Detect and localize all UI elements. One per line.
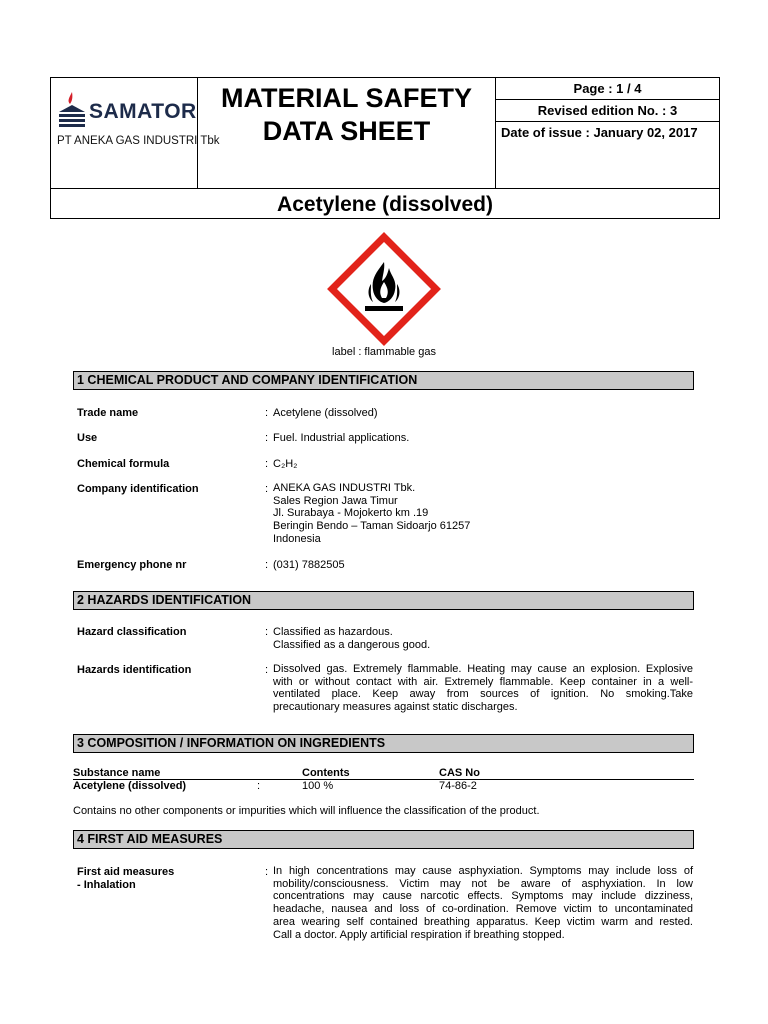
colon: :	[265, 664, 269, 676]
logo-name: SAMATOR	[89, 100, 197, 123]
table-row-substance: Acetylene (dissolved)	[73, 780, 187, 792]
page-number: Page : 1 / 4	[573, 81, 642, 96]
classification-label: Hazard classification	[77, 626, 187, 638]
document-header	[50, 77, 720, 219]
inhalation-value: In high concentrations may cause asphyxiation. Symptoms may include loss of mobility/consciousness. Victim may not be aware of asphyxiation. In low concentrations may cause narcotic effects. Symptoms may include dizziness, headache, nausea and loss of co-ordination. Remove victim to uncontaminated area wearing self contained breathing apparatus. Keep victim warm and rested. Call a doctor. Apply artificial respiration if breathing stopped.	[273, 865, 693, 941]
composition-note: Contains no other components or impurities which will influence the classification of the product.	[73, 805, 540, 817]
company-label: Company identification	[77, 483, 199, 495]
section-1-heading: 1 CHEMICAL PRODUCT AND COMPANY IDENTIFICATION	[73, 371, 694, 390]
colon: :	[265, 458, 269, 470]
trade-name-value: Acetylene (dissolved)	[273, 407, 378, 419]
section-3-heading: 3 COMPOSITION / INFORMATION ON INGREDIENTS	[73, 734, 694, 753]
colon: :	[265, 866, 269, 878]
samator-logo-icon	[55, 90, 89, 130]
use-value: Fuel. Industrial applications.	[273, 432, 410, 444]
first-aid-label: First aid measures	[77, 866, 175, 878]
column-substance: Substance name	[73, 767, 161, 779]
table-row-contents: 100 %	[302, 780, 334, 792]
classification-value: Classified as hazardous. Classified as a dangerous good.	[273, 626, 431, 651]
hazards-value: Dissolved gas. Extremely flammable. Heating may cause an explosion. Explosive with or without contact with air. Extremely flammable. Keep container in a well- ventilated place. Keep away from sources of ignition. No smoking.Take precautionary measures against static discharges.	[273, 663, 693, 714]
hazards-label: Hazards identification	[77, 664, 192, 676]
date-of-issue: Date of issue : January 02, 2017	[501, 125, 698, 140]
inhalation-label: - Inhalation	[77, 879, 136, 891]
section-4-heading: 4 FIRST AID MEASURES	[73, 830, 694, 849]
company-subtitle: PT ANEKA GAS INDUSTRI Tbk	[57, 135, 220, 147]
table-row-separator: :	[257, 780, 261, 792]
document-title: MATERIAL SAFETY DATA SHEET	[220, 83, 472, 146]
formula-label: Chemical formula	[77, 458, 170, 470]
phone-label: Emergency phone nr	[77, 559, 187, 571]
colon: :	[265, 407, 269, 419]
company-address: ANEKA GAS INDUSTRI Tbk. Sales Region Jawa Timur Jl. Surabaya - Mojokerto km .19 Beringin Bendo – Taman Sidoarjo 61257 Indonesia	[273, 482, 471, 545]
flame-icon	[327, 232, 441, 346]
column-cas: CAS No	[439, 767, 480, 779]
pictogram-caption: label : flammable gas	[332, 346, 436, 358]
column-contents: Contents	[302, 767, 350, 779]
trade-name-label: Trade name	[77, 407, 139, 419]
colon: :	[265, 559, 269, 571]
formula-value: C₂H₂	[273, 458, 298, 470]
use-label: Use	[77, 432, 98, 444]
section-2-heading: 2 HAZARDS IDENTIFICATION	[73, 591, 694, 610]
colon: :	[265, 432, 269, 444]
colon: :	[265, 626, 269, 638]
phone-value: (031) 7882505	[273, 559, 345, 571]
table-row-cas: 74-86-2	[439, 780, 477, 792]
product-title: Acetylene (dissolved)	[277, 193, 493, 216]
revised-edition: Revised edition No. : 3	[537, 103, 678, 118]
colon: :	[265, 483, 269, 495]
